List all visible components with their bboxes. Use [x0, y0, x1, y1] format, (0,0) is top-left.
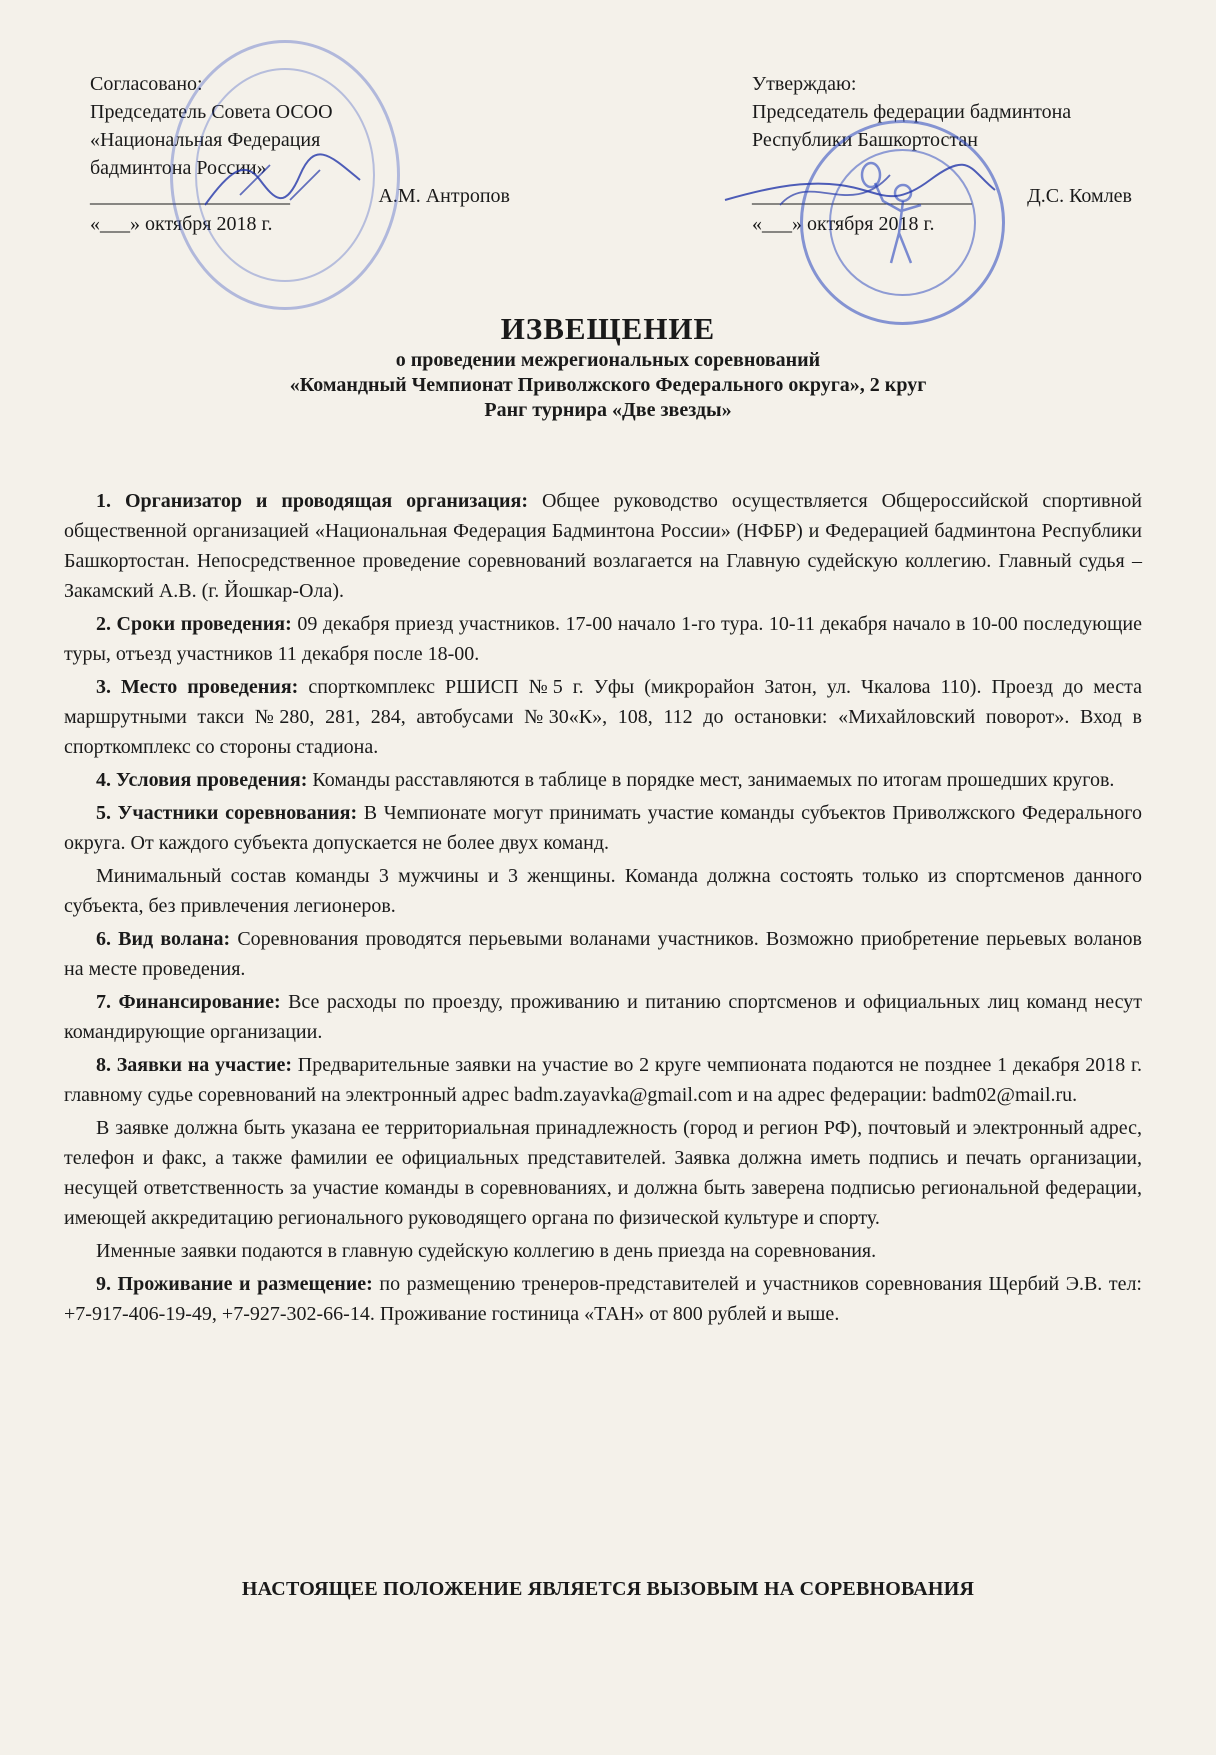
approval-right-signature-row: ______________________ Д.С. Комлев — [752, 182, 1132, 210]
subtitle-line-1: о проведении межрегиональных соревнований — [395, 349, 821, 371]
approval-left-signatory: А.М. Антропов — [378, 185, 510, 207]
section-text: 09 декабря приезд участников. 17-00 начало 1-го тура. 10-11 декабря начало в 10-00 последующие туры, отъезд участников 11 декабря после 18-00. — [64, 613, 1142, 665]
section-text: В заявке должна быть указана ее территориальная принадлежность (город и регион РФ), почтовый и электронный адрес, телефон и факс, а также фамилии ее официальных представителей. Заявка должна иметь подпись и печать организации, несущей ответственность за участие команды в соревнованиях, и должна быть заверена подписью региональной федерации, имеющей аккредитацию регионального руководящего органа по физической культуре и спорту. — [64, 1117, 1142, 1229]
section-text: по размещению тренеров-представителей и участников соревнования Щербий Э.В. тел: +7-917-406-19-49, +7-927-302-66-14. Проживание гостиница «ТАН» от 800 рублей и выше. — [64, 1273, 1142, 1325]
section-paragraph — [64, 609, 1142, 669]
section-heading: 5. Участники соревнования: — [96, 802, 358, 824]
section-paragraph — [64, 765, 1142, 795]
section-paragraph — [64, 1050, 1142, 1110]
section-text: В Чемпионате могут принимать участие команды субъектов Приволжского Федерального округа. От каждого субъекта допускается не более двух команд. — [64, 802, 1142, 854]
section-text: Минимальный состав команды 3 мужчины и 3 женщины. Команда должна состоять только из спортсменов данного субъекта, без привлечения легионеров. — [64, 865, 1142, 917]
section-paragraph — [64, 1236, 1142, 1266]
section-text: Соревнования проводятся перьевыми воланами участников. Возможно приобретение перьевых воланов на месте проведения. — [64, 928, 1142, 980]
section-heading: 8. Заявки на участие: — [96, 1054, 293, 1076]
approval-left-date: «___» октября 2018 г. — [90, 213, 273, 235]
approval-left-signature-row: ____________________ А.М. Антропов — [90, 182, 510, 210]
approval-right-label: Утверждаю: — [752, 73, 857, 95]
section-paragraph — [64, 1269, 1142, 1329]
section-text: Команды расставляются в таблице в порядке мест, занимаемых по итогам прошедших кругов. — [307, 769, 1115, 791]
approval-left-org-1: «Национальная Федерация — [90, 129, 321, 151]
approval-right-org: Республики Башкортостан — [752, 129, 978, 151]
section-heading: 4. Условия проведения: — [96, 769, 308, 791]
approval-left-org-2: бадминтона России» — [90, 157, 267, 179]
section-heading: 1. Организатор и проводящая организация: — [96, 490, 528, 512]
section-paragraph — [64, 798, 1142, 858]
document-body — [64, 486, 1142, 1332]
section-heading: 6. Вид волана: — [96, 928, 231, 950]
approval-right-date: «___» октября 2018 г. — [752, 213, 935, 235]
section-heading: 9. Проживание и размещение: — [96, 1273, 373, 1295]
section-heading: 7. Финансирование: — [96, 991, 281, 1013]
section-paragraph — [64, 672, 1142, 762]
section-text: Именные заявки подаются в главную судейскую коллегию в день приезда на соревнования. — [96, 1240, 877, 1262]
subtitle-line-2: «Командный Чемпионат Приволжского Федерального округа», 2 круг — [289, 374, 927, 396]
section-heading: 3. Место проведения: — [96, 676, 299, 698]
section-text: Общее руководство осуществляется Общероссийской спортивной общественной организацией «Национальная Федерация Бадминтона России» (НФБР) и Федерацией бадминтона Республики Башкортостан. Непосредственное проведение соревнований возлагается на Главную судейскую коллегию. Главный судья – Закамский А.В. (г. Йошкар-Ола). — [64, 490, 1142, 602]
section-heading: 2. Сроки проведения: — [96, 613, 292, 635]
section-paragraph — [64, 861, 1142, 921]
signature-right — [720, 160, 1000, 230]
section-paragraph — [64, 486, 1142, 606]
section-text: Предварительные заявки на участие во 2 круге чемпионата подаются не позднее 1 декабря 2018 г. главному судье соревнований на электронный адрес badm.zayavka@gmail.com и на адрес федерации: badm02@mail.ru. — [64, 1054, 1142, 1106]
title-block — [0, 310, 1216, 423]
approval-left-label: Согласовано: — [90, 73, 203, 95]
subtitle-line-3: Ранг турнира «Две звезды» — [484, 399, 732, 421]
approval-right-signatory: Д.С. Комлев — [1027, 185, 1132, 207]
document-title: ИЗВЕЩЕНИЕ — [500, 311, 716, 346]
section-paragraph — [64, 924, 1142, 984]
section-paragraph — [64, 1113, 1142, 1233]
section-text: спорткомплекс РШИСП №5 г. Уфы (микрорайон Затон, ул. Чкалова 110). Проезд до места маршрутными такси №280, 281, 284, автобусами №30«К», 108, 112 до остановки: «Михайловский поворот». Вход в спорткомплекс со стороны стадиона. — [64, 676, 1142, 758]
closing-statement: НАСТОЯЩЕЕ ПОЛОЖЕНИЕ ЯВЛЯЕТСЯ ВЫЗОВЫМ НА СОРЕВНОВАНИЯ — [241, 1578, 975, 1600]
approval-right-position: Председатель федерации бадминтона — [752, 101, 1072, 123]
signature-left — [200, 150, 370, 220]
section-text: Все расходы по проезду, проживанию и питанию спортсменов и официальных лиц команд несут командирующие организации. — [64, 991, 1142, 1043]
section-paragraph — [64, 987, 1142, 1047]
approval-left-position: Председатель Совета ОСОО — [90, 101, 333, 123]
